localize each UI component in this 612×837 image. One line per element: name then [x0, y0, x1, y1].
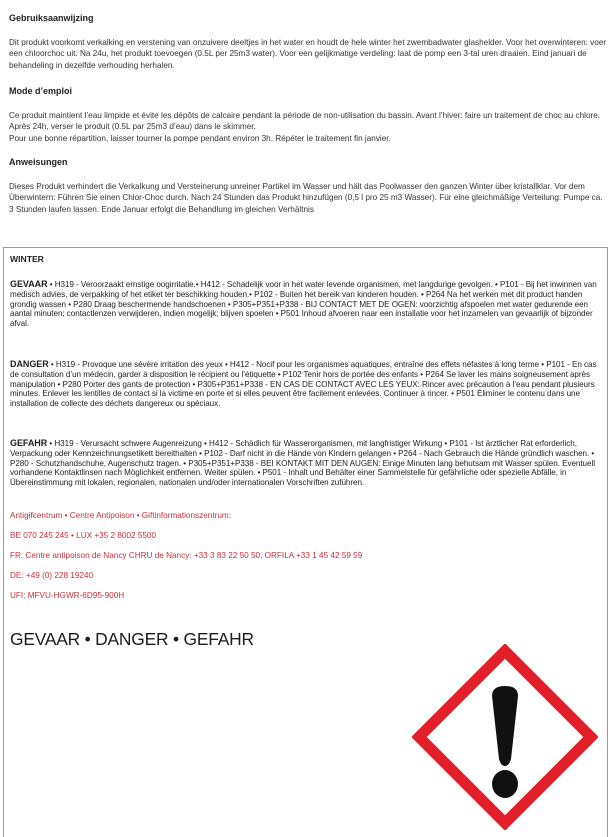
section-de-text: Dieses Produkt verhindert die Verkalkung und Versteinerung unreiner Partikel im Wasser und hält das Poolwasser den ganzen Winter über kristallklar. Vor dem Überwintern: Führen Sie einen Chlor-Choc durch. Nach 24 Stunden das Produkt hinzufügen (0,5 l pro 25 m3 Wasser). Für eine gleichmäßige Verteilung: Pumpe ca. 3 Stunden laufen lassen. Ende Januar erfolgt die Behandlung im gleichen Verhältnis — [9, 182, 603, 214]
signal-words: GEVAAR • DANGER • GEFAHR — [10, 629, 254, 649]
hazard-block-fr — [10, 360, 606, 409]
section-de-title: Anweisungen — [9, 157, 68, 167]
section-fr-text: Ce produit maintient l’eau limpide et évite les dépôts de calcaire pendant la période de non-utilisation du bassin. Avant l’hiver: faire un traitement de choc au chlore. Après 24h, verser le produit (0.5L par 25m3 d’eau) dans le skimmer. — [9, 111, 601, 132]
poison-centre-de: DE: +49 (0) 228 19240 — [10, 571, 94, 580]
poison-centre-be-lux: BE 070 245 245 • LUX +35 2 8002 5500 — [10, 531, 157, 540]
poison-centre-heading: Antigifcentrum • Centre Antipoison • Giftinformationszentrum: — [10, 511, 231, 520]
section-nl-title: Gebruiksaanwijzing — [9, 13, 94, 23]
signal-word-de: GEFAHR — [10, 438, 48, 448]
hazard-text-nl: • H319 - Veroorzaakt ernstige oogirritatie.• H412 - Schadelijk voor in het water levende organismen, met langdurige gevolgen. • P101 - Bij het inwinnen van medisch advies, de verpakking of het etiket ter beschikking houden.• P102 - Buiten het bereik van kinderen houden. • P264 Na het werken met dit product handen grondig wassen • P280 Draag beschermende handschoenen • P305+P351+P338 - BIJ CONTACT MET DE OGEN: voorzichtig afspoelen met water gedurende een aantal minuten; contactlenzen verwijderen, indien mogelijk; blijven spoelen • P501 Inhoud afvoeren naar een installatie voor het inzamelen van gevaarlijk of bijzonder afval. — [10, 280, 597, 329]
section-fr-text-2: Pour une bonne répartition, laisser tourner la pompe pendant environ 3h. Répéter le traitement fin janvier. — [9, 134, 391, 143]
ufi-code: UFI: MFVU-HGWR-6D95-900H — [10, 591, 125, 600]
ghs07-exclamation-mark-icon — [412, 644, 598, 830]
hazard-text-de: • H319 - Verursacht schwere Augenreizung • H412 - Schädlich für Wasserorganismen, mit langfristiger Wirkung • P101 - Ist ärztlicher Rat erforderlich, Verpackung oder Kennzeichnungsetikett bereithalten • P102 - Darf nicht in die Hände von Kindern gelangen • P264 - Nach Gebrauch die Hände gründlich waschen. • P280 - Schutzhandschuhe, Augenschutz tragen. • P305+P351+P338 - BEI KONTAKT MIT DEN AUGEN: Einige Minuten lang behutsam mit Wasser spülen. Eventuell vorhandene Kontaktlinsen nach Möglichkeit entfernen. Weiter spülen. • P501 - Inhalt und Behälter einer Sammelstelle für gefährliche oder spezielle Abfälle, in Übereinstimmung mit lokalen, regionalen, nationalen und/oder internationalen Vorschriften zuführen. — [10, 439, 595, 488]
hazard-block-nl — [10, 280, 606, 329]
hazard-text-fr: • H319 - Provoque une sévère irritation des yeux • H412 - Nocif pour les organismes aquatiques, entraîne des effets néfastes à long terme • P101 - En cas de consultation d’un médecin, garder à disposition le récipient ou l’étiquette • P102 Tenir hors de portée des enfants • P264 Se laver les mains soigneusement après manipulation • P280 Porter des gants de protection • P305+P351+P338 - EN CAS DE CONTACT AVEC LES YEUX: Rincer avec précaution à l’eau pendant plusieurs minutes. Enlever les lentilles de contact si la victime en porte et si elles peuvent être facilement enlevées. Continuer à rincer. • P501 Éliminer le contenu dans une installation de collecte des déchets dangereux ou spéciaux. — [10, 360, 597, 409]
signal-word-fr: DANGER — [10, 359, 49, 369]
hazard-label-box — [3, 247, 608, 837]
poison-centre-fr: FR: Centre antipoison de Nancy CHRU de Nancy: +33 3 83 22 50 50, ORFILA +33 1 45 42 59 59 — [10, 551, 363, 560]
exclamation-dot — [492, 770, 518, 798]
section-nl-text: Dit produkt voorkomt verkalking en verstening van onzuivere deeltjes in het water en houdt de hele winter het zwembadwater glashelder. Voor het overwinteren: voer een chloorchoc uit. Na 24u, het produkt toevoegen (0.5L per 25m3 water). Voor een gelijkmatige verdeling: laat de pomp een 3-tal uren draaien. Eind januari de behandeling in dezelfde verhouding herhalen. — [9, 38, 607, 70]
section-fr-title: Mode d’emploi — [9, 86, 72, 96]
hazard-block-de — [10, 439, 606, 488]
signal-word-nl: GEVAAR — [10, 279, 48, 289]
label-title: WINTER — [10, 254, 44, 264]
